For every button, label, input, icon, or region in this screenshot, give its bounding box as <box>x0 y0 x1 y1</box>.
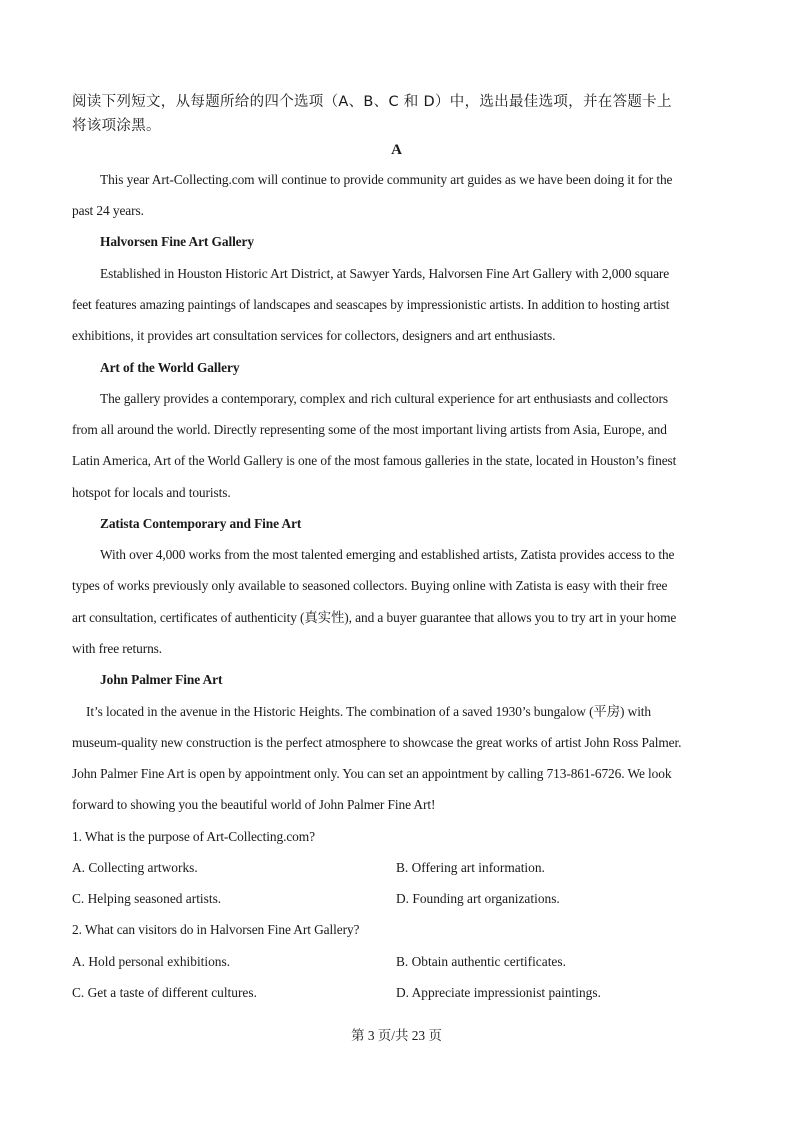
answer-option-a: A. Hold personal exhibitions. <box>72 954 231 969</box>
gallery-text-line: With over 4,000 works from the most talented emerging and established artists, Zatista provides access to the <box>100 547 675 562</box>
gallery-text-line: Established in Houston Historic Art District, at Sawyer Yards, Halvorsen Fine Art Gallery with 2,000 square <box>100 266 670 281</box>
section-letter: A <box>391 142 402 158</box>
gallery-text-line: feet features amazing paintings of landscapes and seascapes by impressionistic artists. In addition to hosting artist <box>72 297 670 312</box>
instructions-line-2: 将该项涂黑。 <box>72 118 161 134</box>
gallery-text-line: It’s located in the avenue in the Historic Heights. The combination of a saved 1930’s bungalow (平房) with <box>86 704 652 719</box>
answer-option-d: D. Founding art organizations. <box>396 891 560 906</box>
gallery-text-line: from all around the world. Directly representing some of the most important living artists from Asia, Europe, and <box>72 422 667 437</box>
question-stem: 1. What is the purpose of Art-Collecting.com? <box>72 829 315 844</box>
gallery-heading: Art of the World Gallery <box>100 360 240 375</box>
answer-option-a: A. Collecting artworks. <box>72 860 198 875</box>
gallery-text-line: museum-quality new construction is the perfect atmosphere to showcase the great works of artist John Ross Palmer. <box>72 735 682 750</box>
gallery-text-line: The gallery provides a contemporary, complex and rich cultural experience for art enthusiasts and collectors <box>100 391 668 406</box>
question-stem: 2. What can visitors do in Halvorsen Fine Art Gallery? <box>72 922 360 937</box>
gallery-text-line: art consultation, certificates of authenticity (真实性), and a buyer guarantee that allows you to try art in your home <box>72 610 677 625</box>
gallery-text-line: John Palmer Fine Art is open by appointment only. You can set an appointment by calling 713-861-6726. We look <box>72 766 672 781</box>
answer-option-d: D. Appreciate impressionist paintings. <box>396 985 601 1000</box>
instructions-line-1: 阅读下列短文，从每题所给的四个选项（A、B、C 和 D）中，选出最佳选项，并在答题卡上 <box>72 94 672 110</box>
gallery-text-line: Latin America, Art of the World Gallery is one of the most famous galleries in the state, located in Houston’s finest <box>72 453 677 468</box>
gallery-heading: Zatista Contemporary and Fine Art <box>100 516 302 531</box>
answer-option-b: B. Offering art information. <box>396 860 545 875</box>
gallery-heading: Halvorsen Fine Art Gallery <box>100 234 254 249</box>
gallery-text-line: types of works previously only available to seasoned collectors. Buying online with Zatista is easy with their free <box>72 578 668 593</box>
gallery-heading: John Palmer Fine Art <box>100 672 223 687</box>
gallery-text-line: exhibitions, it provides art consultation services for collectors, designers and art enthusiasts. <box>72 328 556 343</box>
gallery-text-line: forward to showing you the beautiful world of John Palmer Fine Art! <box>72 797 436 812</box>
gallery-text-line: hotspot for locals and tourists. <box>72 485 231 500</box>
intro-line: past 24 years. <box>72 203 144 218</box>
answer-option-c: C. Helping seasoned artists. <box>72 891 222 906</box>
intro-line: This year Art-Collecting.com will continue to provide community art guides as we have been doing it for the <box>100 172 673 187</box>
answer-option-b: B. Obtain authentic certificates. <box>396 954 566 969</box>
answer-option-c: C. Get a taste of different cultures. <box>72 985 257 1000</box>
gallery-text-line: with free returns. <box>72 641 163 656</box>
page-number: 第 3 页/共 23 页 <box>351 1028 442 1043</box>
